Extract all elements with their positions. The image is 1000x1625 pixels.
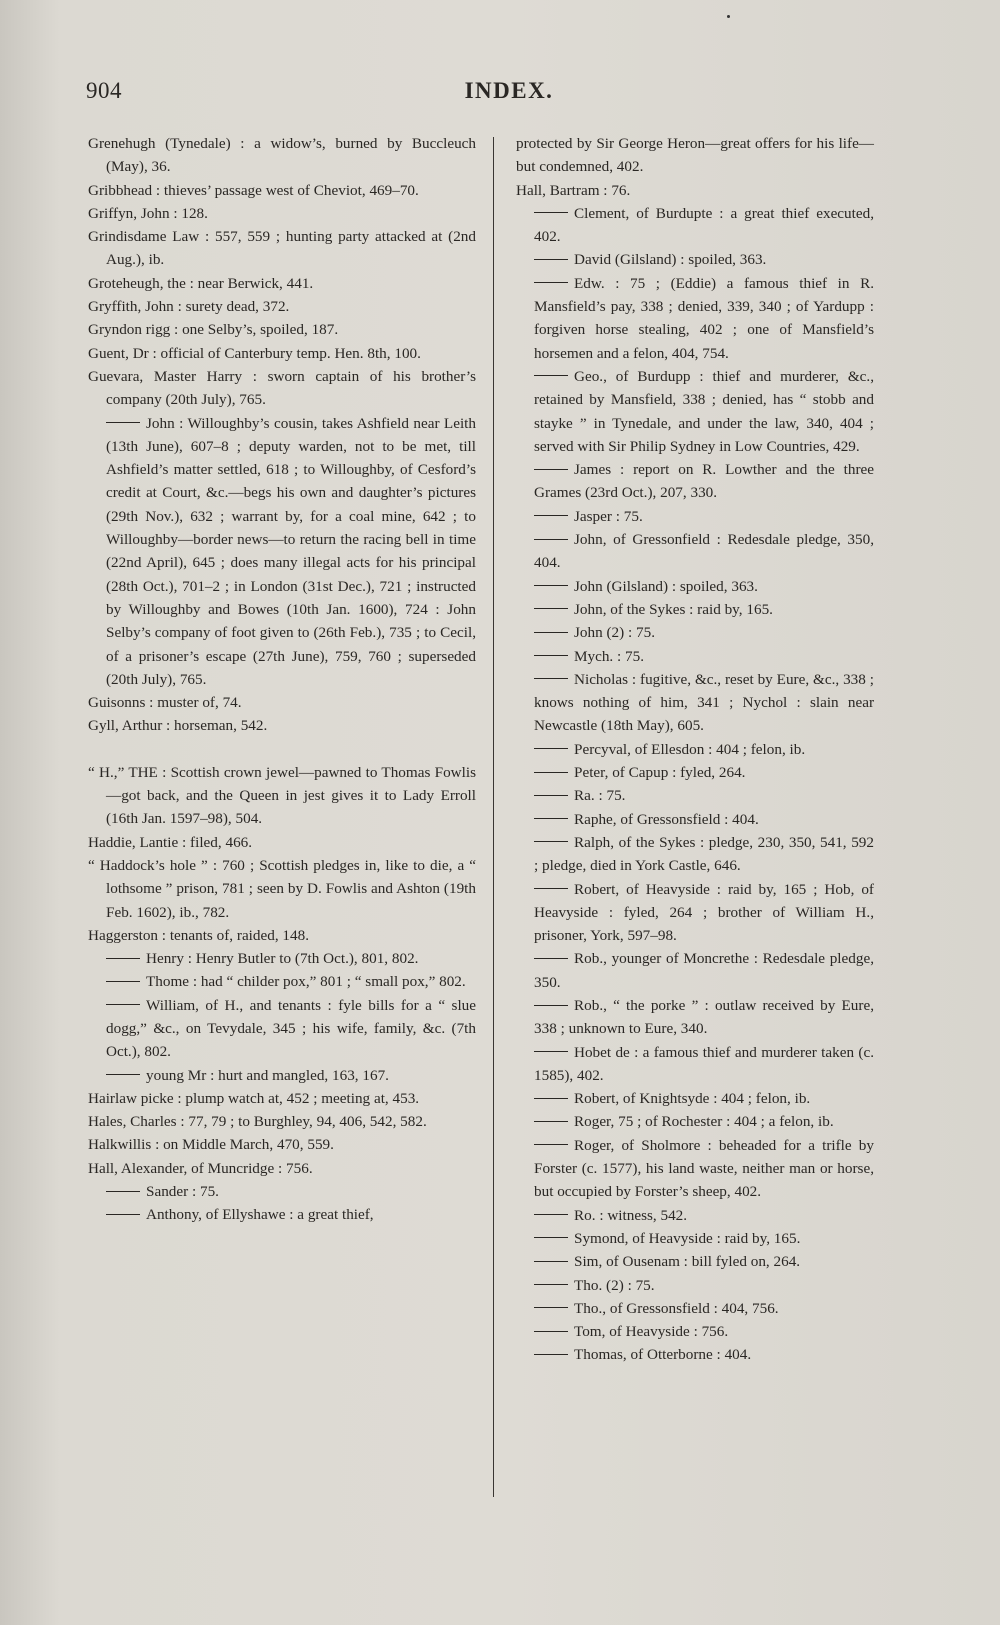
entry-text: “ Haddock’s hole ” : 760 ; Scottish pledges in, like to die, a “ lothsome ” prison, 781 ; seen by D. Fowlis and Ashton (19th Feb. 1602), ib., 782. <box>88 856 476 921</box>
index-subentry <box>516 458 874 505</box>
entry-text: David (Gilsland) : spoiled, 363. <box>574 251 767 269</box>
ditto-dash <box>106 422 140 423</box>
entry-text: John, of the Sykes : raid by, 165. <box>574 600 773 618</box>
index-subentry <box>516 1274 874 1297</box>
ditto-dash <box>534 585 568 586</box>
ditto-dash <box>534 1331 568 1332</box>
entry-text: Roger, of Sholmore : beheaded for a trifle by Forster (c. 1577), his land waste, neither man or horse, but occupied by Forster’s sheep, 402. <box>534 1136 874 1201</box>
index-subentry <box>88 994 476 1064</box>
index-entry <box>88 924 476 947</box>
entry-text: Robert, of Heavyside : raid by, 165 ; Hob, of Heavyside : fyled, 264 ; brother of William H., prisoner, York, 597–98. <box>534 880 874 945</box>
index-entry <box>88 179 476 202</box>
index-entry <box>516 179 874 202</box>
index-subentry <box>516 831 874 878</box>
entry-text: young Mr : hurt and mangled, 163, 167. <box>146 1066 389 1084</box>
ditto-dash <box>534 818 568 819</box>
entry-text: John (2) : 75. <box>574 624 655 642</box>
index-subentry <box>516 738 874 761</box>
index-entry <box>516 132 874 179</box>
entry-text: Hobet de : a famous thief and murderer taken (c. 1585), 402. <box>534 1043 874 1084</box>
ditto-dash <box>534 888 568 889</box>
entry-text: Halkwillis : on Middle March, 470, 559. <box>88 1136 334 1154</box>
page-speck <box>727 15 730 18</box>
index-subentry <box>516 1297 874 1320</box>
ditto-dash <box>534 282 568 283</box>
entry-text: Sim, of Ousenam : bill fyled on, 264. <box>574 1253 801 1271</box>
entry-text: Ro. : witness, 542. <box>574 1206 688 1224</box>
index-subentry <box>516 1087 874 1110</box>
index-subentry <box>88 947 476 970</box>
index-subentry <box>88 1203 476 1226</box>
entry-text: John, of Gressonfield : Redesdale pledge, 350, 404. <box>534 531 874 572</box>
ditto-dash <box>106 1004 140 1005</box>
entry-text: John (Gilsland) : spoiled, 363. <box>574 577 758 595</box>
ditto-dash <box>534 655 568 656</box>
ditto-dash <box>534 1284 568 1285</box>
entry-text: Sander : 75. <box>146 1183 219 1201</box>
ditto-dash <box>106 1191 140 1192</box>
ditto-dash <box>534 259 568 260</box>
index-entry <box>88 1133 476 1156</box>
ditto-dash <box>106 1214 140 1215</box>
index-subentry <box>516 947 874 994</box>
entry-text: William, of H., and tenants : fyle bills for a “ slue dogg,” &c., on Tevydale, 345 ; his wife, family, &c. (7th Oct.), 802. <box>106 996 476 1061</box>
index-column-left <box>88 132 476 1227</box>
entry-text: Gryndon rigg : one Selby’s, spoiled, 187. <box>88 321 339 339</box>
index-subentry <box>516 1041 874 1088</box>
entry-text: protected by Sir George Heron—great offers for his life—but condemned, 402. <box>516 135 874 176</box>
ditto-dash <box>534 212 568 213</box>
ditto-dash <box>534 515 568 516</box>
index-entry <box>88 342 476 365</box>
index-entry <box>88 132 476 179</box>
index-subentry <box>88 412 476 692</box>
index-subentry <box>88 1180 476 1203</box>
entry-text: Symond, of Heavyside : raid by, 165. <box>574 1229 801 1247</box>
ditto-dash <box>534 469 568 470</box>
ditto-dash <box>534 1214 568 1215</box>
index-entry <box>88 365 476 412</box>
index-subentry <box>516 598 874 621</box>
index-subentry <box>516 505 874 528</box>
index-subentry <box>516 1227 874 1250</box>
ditto-dash <box>534 1261 568 1262</box>
entry-text: Percyval, of Ellesdon : 404 ; felon, ib. <box>574 740 806 758</box>
index-subentry <box>516 202 874 249</box>
ditto-dash <box>106 981 140 982</box>
entry-text: Tho., of Gressonsfield : 404, 756. <box>574 1299 779 1317</box>
ditto-dash <box>534 1237 568 1238</box>
index-subentry <box>516 761 874 784</box>
index-subentry <box>516 668 874 738</box>
index-entry <box>88 831 476 854</box>
entry-text: Guisonns : muster of, 74. <box>88 694 242 712</box>
ditto-dash <box>534 539 568 540</box>
entry-text: Jasper : 75. <box>574 507 643 525</box>
entry-text: Geo., of Burdupp : thief and murderer, &c., retained by Mansfield, 338 ; denied, has “ stobb and stayke ” in Tynedale, and under the law, 340, 404 ; served with Sir Philip Sydney in Low Countries, 429. <box>534 367 874 455</box>
entry-text: Haddie, Lantie : filed, 466. <box>88 833 253 851</box>
ditto-dash <box>534 678 568 679</box>
entry-text: Gribbhead : thieves’ passage west of Cheviot, 469–70. <box>88 181 419 199</box>
entry-text: Hall, Alexander, of Muncridge : 756. <box>88 1159 313 1177</box>
entry-text: Hall, Bartram : 76. <box>516 181 631 199</box>
ditto-dash <box>106 1074 140 1075</box>
ditto-dash <box>534 632 568 633</box>
entry-text: Griffyn, John : 128. <box>88 204 208 222</box>
entry-text: Gryffith, John : surety dead, 372. <box>88 298 290 316</box>
entry-text: “ H.,” THE : Scottish crown jewel—pawned to Thomas Fowlis—got back, and the Queen in jest gives it to Lady Erroll (16th Jan. 1597–98), 504. <box>88 763 476 828</box>
entry-text: Hales, Charles : 77, 79 ; to Burghley, 94, 406, 542, 582. <box>88 1113 427 1131</box>
index-subentry <box>516 1343 874 1366</box>
entry-text: Grenehugh (Tynedale) : a widow’s, burned by Buccleuch (May), 36. <box>88 135 476 176</box>
entry-text: Hairlaw picke : plump watch at, 452 ; meeting at, 453. <box>88 1089 420 1107</box>
ditto-dash <box>534 1098 568 1099</box>
ditto-dash <box>534 772 568 773</box>
ditto-dash <box>534 795 568 796</box>
index-subentry <box>516 528 874 575</box>
index-entry <box>88 1110 476 1133</box>
index-subentry <box>516 575 874 598</box>
index-subentry <box>516 621 874 644</box>
index-entry <box>88 272 476 295</box>
index-subentry <box>516 645 874 668</box>
entry-text: Roger, 75 ; of Rochester : 404 ; a felon, ib. <box>574 1113 834 1131</box>
ditto-dash <box>534 1307 568 1308</box>
ditto-dash <box>534 1005 568 1006</box>
index-subentry <box>516 1250 874 1273</box>
ditto-dash <box>534 1121 568 1122</box>
index-subentry <box>516 1110 874 1133</box>
index-subentry <box>516 878 874 948</box>
entry-text: Rob., younger of Moncrethe : Redesdale pledge, 350. <box>534 950 874 991</box>
ditto-dash <box>534 748 568 749</box>
index-subentry <box>516 365 874 458</box>
index-subentry <box>516 1320 874 1343</box>
index-column-right <box>516 132 874 1367</box>
ditto-dash <box>534 1354 568 1355</box>
entry-text: Groteheugh, the : near Berwick, 441. <box>88 274 314 292</box>
entry-text: Peter, of Capup : fyled, 264. <box>574 764 746 782</box>
index-entry <box>88 761 476 831</box>
index-subentry <box>516 1134 874 1204</box>
index-subentry <box>516 808 874 831</box>
entry-text: Thomas, of Otterborne : 404. <box>574 1346 752 1364</box>
entry-text: Robert, of Knightsyde : 404 ; felon, ib. <box>574 1090 811 1108</box>
ditto-dash <box>534 608 568 609</box>
ditto-dash <box>534 958 568 959</box>
entry-text: Grindisdame Law : 557, 559 ; hunting party attacked at (2nd Aug.), ib. <box>88 228 476 269</box>
index-entry <box>88 318 476 341</box>
entry-text: Henry : Henry Butler to (7th Oct.), 801, 802. <box>146 950 419 968</box>
column-divider <box>493 137 494 1497</box>
entry-text: Mych. : 75. <box>574 647 645 665</box>
index-entry <box>88 691 476 714</box>
entry-text: Guent, Dr : official of Canterbury temp. Hen. 8th, 100. <box>88 344 421 362</box>
entry-text: Raphe, of Gressonsfield : 404. <box>574 810 759 828</box>
entry-text: Edw. : 75 ; (Eddie) a famous thief in R. Mansfield’s pay, 338 ; denied, 339, 340 ; of Yardupp : forgiven horse stealing, 402 ; one of Mansfield’s horsemen and a felon, 404, 754. <box>534 274 874 362</box>
ditto-dash <box>534 1051 568 1052</box>
index-subentry <box>516 272 874 365</box>
entry-text: Nicholas : fugitive, &c., reset by Eure, &c., 338 ; knows nothing of him, 341 ; Nychol : slain near Newcastle (18th May), 605. <box>534 670 874 735</box>
entry-text: Tom, of Heavyside : 756. <box>574 1323 729 1341</box>
entry-text: Thome : had “ childer pox,” 801 ; “ small pox,” 802. <box>146 973 466 991</box>
index-entry <box>88 1087 476 1110</box>
index-entry <box>88 1157 476 1180</box>
entry-text: Guevara, Master Harry : sworn captain of his brother’s company (20th July), 765. <box>88 367 476 409</box>
index-entry <box>88 202 476 225</box>
index-subentry <box>516 248 874 271</box>
ditto-dash <box>534 1144 568 1145</box>
entry-text: Gyll, Arthur : horseman, 542. <box>88 717 268 735</box>
entry-text: Tho. (2) : 75. <box>574 1276 655 1294</box>
page-number: 904 <box>86 78 122 103</box>
ditto-dash <box>534 841 568 842</box>
entry-text: John : Willoughby’s cousin, takes Ashfield near Leith (13th June), 607–8 ; deputy warden, not to be met, till Ashfield’s matter settled, 618 ; to Willoughby, of Cesford’s credit at Court, &c.—begs his own and daughter’s pictures (29th Nov.), 632 ; warrant by, for a coal mine, 642 ; to Willoughby—border news—to return the racing bell in time (22nd April), 645 ; does many illegal acts for his principal (28th Oct.), 701–2 ; in London (31st Dec.), 721 ; instructed by Willoughby and Bowes (10th Jan. 1600), 724 : John Selby’s company of foot given to (26th Feb.), 735 ; to Cecil, of a prisoner’s escape (27th June), 759, 760 ; superseded (20th July), 765. <box>106 414 476 688</box>
entry-text: James : report on R. Lowther and the three Grames (23rd Oct.), 207, 330. <box>534 461 874 502</box>
index-entry <box>88 225 476 272</box>
entry-text: Haggerston : tenants of, raided, 148. <box>88 926 310 944</box>
ditto-dash <box>106 958 140 959</box>
page-header <box>86 78 924 118</box>
index-subentry <box>516 994 874 1041</box>
index-entry <box>88 295 476 318</box>
index-subentry <box>516 1204 874 1227</box>
index-entry <box>88 854 476 924</box>
entry-text: Rob., “ the porke ” : outlaw received by Eure, 338 ; unknown to Eure, 340. <box>534 996 874 1038</box>
index-subentry <box>88 1064 476 1087</box>
index-subentry <box>88 970 476 993</box>
index-subentry <box>516 784 874 807</box>
entry-text: Clement, of Burdupte : a great thief executed, 402. <box>534 204 874 246</box>
entry-text: Anthony, of Ellyshawe : a great thief, <box>146 1206 374 1224</box>
ditto-dash <box>534 375 568 376</box>
page-title: INDEX. <box>464 78 554 103</box>
entry-text: Ralph, of the Sykes : pledge, 230, 350, 541, 592 ; pledge, died in York Castle, 646. <box>534 833 874 875</box>
entry-text: Ra. : 75. <box>574 787 626 805</box>
index-entry <box>88 714 476 737</box>
